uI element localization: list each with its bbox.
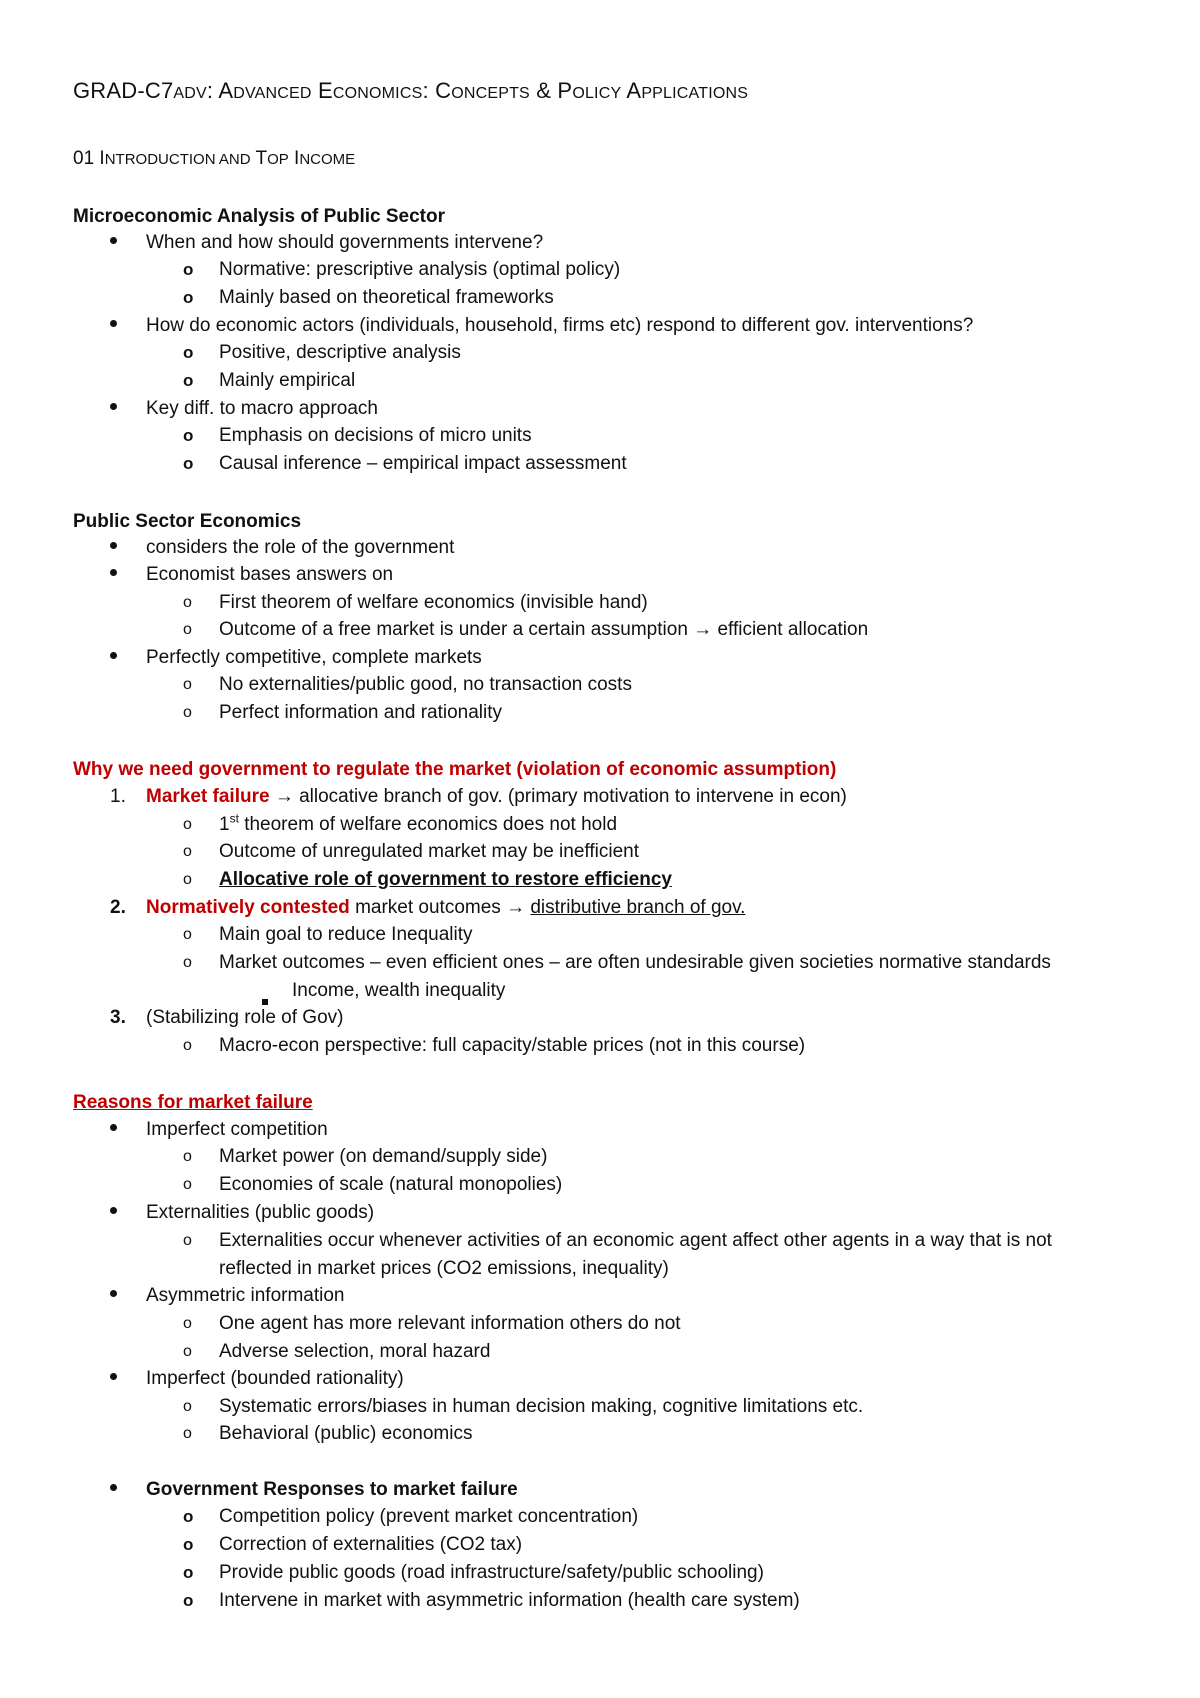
bullet-icon [110,652,117,659]
bullet-o-icon: o [183,1398,192,1415]
bullet-o-icon: o [183,1232,192,1249]
bullet-o-icon: o [183,371,194,390]
chapter-heading: 01 INTRODUCTION AND TOP INCOME [73,148,356,169]
bullet-o-icon: o [183,954,192,971]
bullet-icon [110,237,117,244]
bullet-o-icon: o [183,1037,192,1054]
section-heading-public-sector: Public Sector Economics [73,511,302,532]
bullet-o-icon: o [183,1343,192,1360]
bullet-o-icon: o [183,288,194,307]
bullet-icon [110,320,117,327]
section-heading-why-government: Why we need government to regulate the market (violation of economic assumption) [73,759,837,780]
arrow-right-icon: → [687,619,718,640]
bullet-square-icon [262,999,268,1005]
bullet-o-icon: o [183,1563,194,1582]
bullet-o-icon: o [183,594,192,611]
bullet-o-icon: o [183,1315,192,1332]
bullet-o-icon: o [183,704,192,721]
bullet-icon [110,1484,117,1491]
bullet-icon [110,1124,117,1131]
bullet-o-icon: o [183,343,194,362]
bullet-o-icon: o [183,1591,194,1610]
bullet-o-icon: o [183,871,192,888]
bullet-icon [110,403,117,410]
bullet-icon [110,1207,117,1214]
document-page: GRAD-C7ADV: ADVANCED ECONOMICS: CONCEPTS & POLICY APPLICATIONS 01 INTRODUCTION AND TOP INCOME Microeconomic Analysis of Public Sector When and how should governments intervene? o Normative: prescriptive analysis (optimal policy) o Mainly based on theoretical frameworks How do economic actors (individuals, household, firms etc) respond to different gov. interventions? o Positive, descriptive analysis o Mainly empirical Key diff. to macro approach o Emphasis on decisions of micro units o Causal inference – empirical impact assessment Public Sector Economics considers the role of the government Economist bases answers on o First theorem of welfare economics (invisible hand) o Outcome of a free market is under a certain assumption → efficient allocation Perfectly competitive, complete markets o No externalities/public good, no transaction costs o Perfect information and rationality Why we need government to regulate the market (violation of economic assumption) 1. Market failure → allocative branch of gov. (primary motivation to intervene in econ) o 1st theorem of welfare economics does not hold o Outcome of unregulated market may be inefficient o Allocative role of government to restore efficiency 2. Normatively contested market outcomes → distributive branch of gov. o Main goal to reduce Inequality o Market outcomes – even efficient ones – are often undesirable given societies normative standards Income, wealth inequality 3. (Stabilizing role of Gov) o Macro-econ perspective: full capacity/stable prices (not in this course) Reasons for market failure Imperfect competition o Market power (on demand/supply side) o Economies of scale (natural monopolies) Externalities (public goods) o Externalities occur whenever activities of an economic agent affect other agents in a way that is not reflected in market prices (CO2 emissions, inequality) Asymmetric information o One agent has more relevant information others do not o Adverse selection, moral hazard Imperfect (bounded rationality) o Systematic errors/biases in human decision making, cognitive limitations etc. o Behavioral (public) economics Government Responses to market failure o Competition policy (prevent market concentration) o Correction of externalities (CO2 tax) o Provide public goods (road infrastructure/safety/public schooling) o Intervene in market with asymmetric information (health care system) [73,78,1052,1611]
bullet-o-icon: o [183,426,194,445]
bullet-icon [110,1373,117,1380]
bullet-o-icon: o [183,1425,192,1442]
bullet-icon [110,569,117,576]
section-heading-micro: Microeconomic Analysis of Public Sector [73,206,446,227]
section-heading-reasons: Reasons for market failure [73,1092,313,1113]
arrow-right-icon: → [269,786,300,807]
bullet-o-icon: o [183,843,192,860]
bullet-o-icon: o [183,676,192,693]
document-title: GRAD-C7ADV: ADVANCED ECONOMICS: CONCEPTS & POLICY APPLICATIONS [73,78,749,103]
bullet-o-icon: o [183,816,192,833]
bullet-icon [110,1290,117,1297]
bullet-o-icon: o [183,260,194,279]
bullet-o-icon: o [183,621,192,638]
bullet-o-icon: o [183,1507,194,1526]
bullet-o-icon: o [183,454,194,473]
bullet-o-icon: o [183,926,192,943]
bullet-icon [110,542,117,549]
arrow-right-icon: → [500,897,531,918]
list-item-continuation: reflected in market prices (CO2 emissions, inequality) [219,1258,669,1279]
bullet-o-icon: o [183,1535,194,1554]
bullet-o-icon: o [183,1148,192,1165]
bullet-o-icon: o [183,1176,192,1193]
